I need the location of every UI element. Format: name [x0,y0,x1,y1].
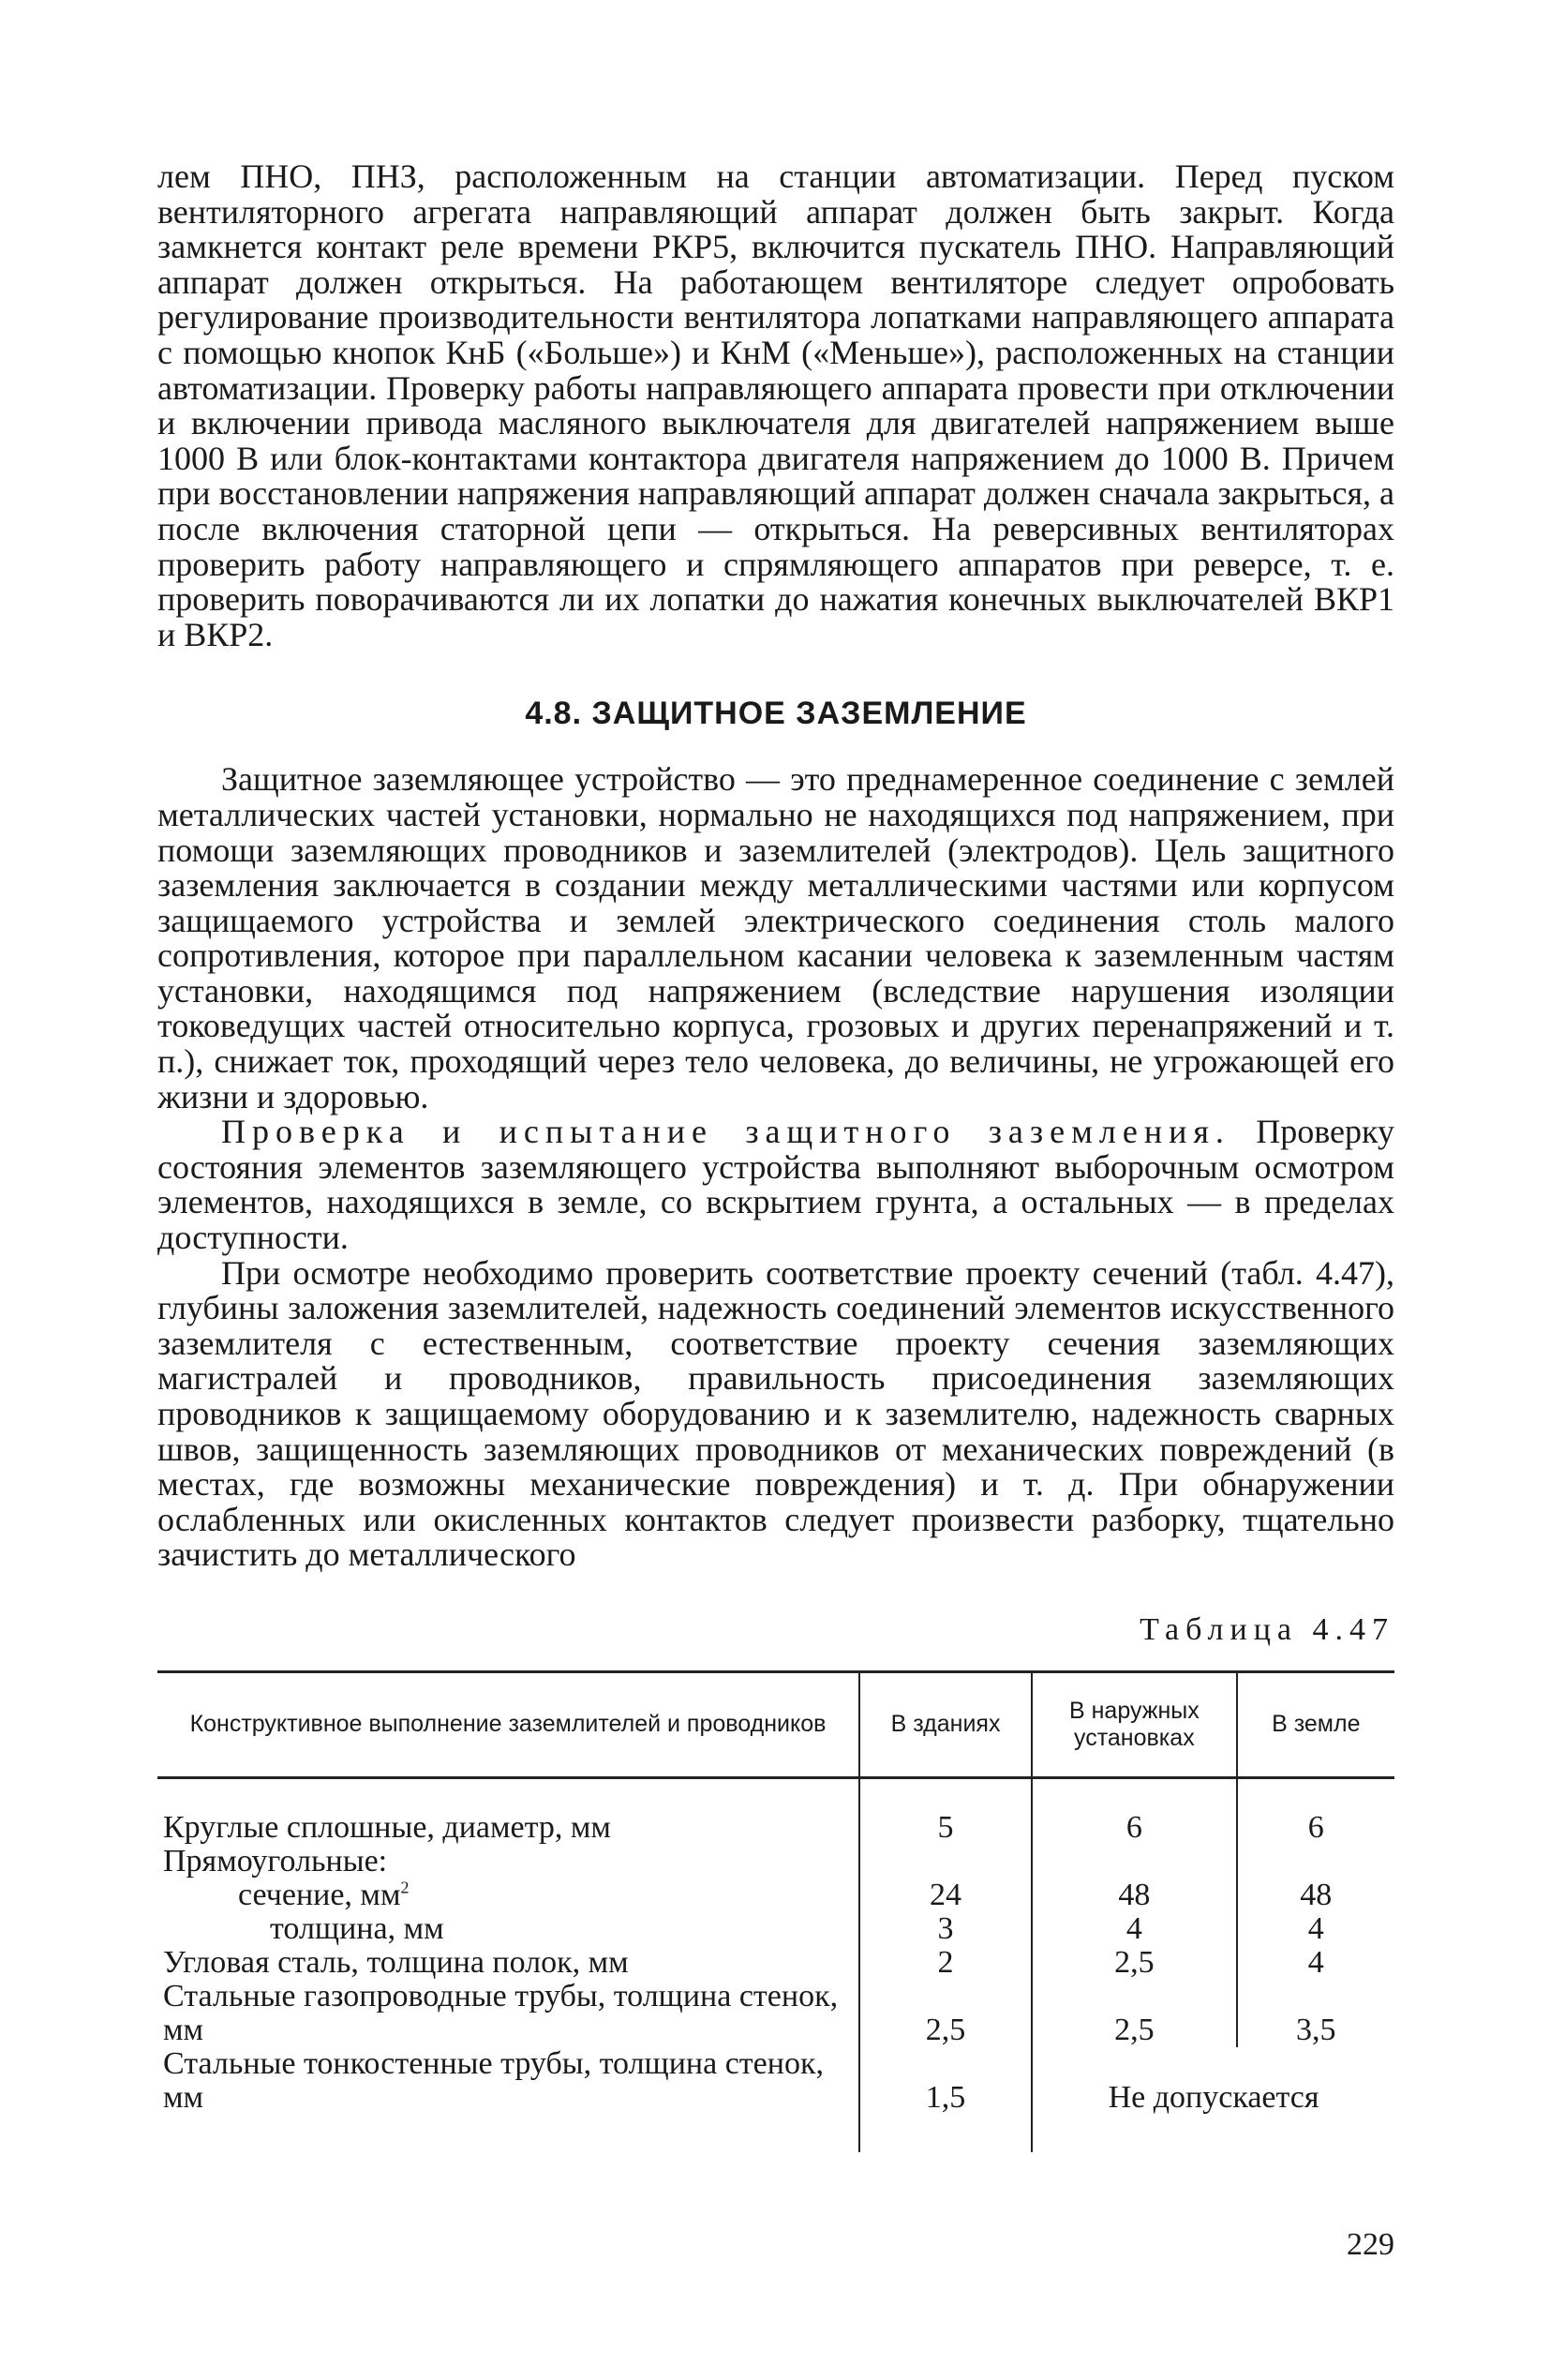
header-outdoor: В наружных установках [1032,1671,1236,1777]
row-label: сечение, $мм^2$ [238,1877,410,1912]
cell-buildings: 2,5 [859,1980,1032,2047]
cell-outdoor [1032,1845,1236,1879]
cell-buildings [859,1845,1032,1879]
cell-ground: 3,5 [1237,1980,1394,2047]
table-header-row [157,1671,1394,1777]
cell-ground [1237,1845,1394,1879]
paragraph-automation: лем ПНО, ПНЗ, расположенным на станции автоматизации. Перед пуском вентиляторного агрегата направляющий аппарат должен быть закрыт. Когда замкнется контакт реле времени РКР5, включится пускатель ПНО. Направляющий аппарат должен открыться. На работающем вентиляторе следует опробовать регулирование производительности вентилятора лопатками направляющего аппарата с помощью кнопок КнБ («Больше») и КнМ («Меньше»), расположенных на станции автоматизации. Проверку работы направляющего аппарата провести при отключении и включении привода масляного выключателя для двигателей напряжением выше 1000 В или блок-контактами контактора двигателя напряжением до 1000 В. Причем при восстановлении напряжения направляющий аппарат должен сначала закрыться, а после включения статорной цепи — открыться. На реверсивных вентиляторах проверить работу направляющего и спрямляющего аппаратов при реверсе, т. е. проверить поворачиваются ли их лопатки до нажатия конечных выключателей ВКР1 и ВКР2. [157,157,1394,653]
header-buildings: В зданиях [859,1671,1032,1777]
row-label: толщина, мм [270,1910,444,1946]
paragraph-examination: При осмотре необходимо проверить соответствие проекту сечений (табл. 4.47), глубины заложения заземлителей, надежность соединений элементов искусственного заземлителя с естественным, соответствие проекту сечения заземляющих магистралей и проводников, правильность присоединения заземляющих проводников к защищаемому оборудованию и к заземлителю, надежность сварных швов, защищенность заземляющих проводников от механических повреждений (в местах, где возможны механические повреждения) и т. д. При обнаружении ослабленных или окисленных контактов следует произвести разборку, тщательно зачистить до металлического [157,1253,1394,1574]
table-row [157,1912,1394,1946]
page-number: 229 [1347,2227,1394,2262]
header-construction: Конструктивное выполнение заземлителей и проводников [157,1671,859,1777]
row-label: Прямоугольные: [163,1843,388,1879]
cell-outdoor: 2,5 [1032,1980,1236,2047]
table-row [157,2047,1394,2120]
cell-outdoor: 4 [1032,1912,1236,1946]
table-row [157,1946,1394,1980]
section-heading: 4.8. ЗАЩИТНОЕ ЗАЗЕМЛЕНИЕ [525,696,1027,732]
cell-outdoor: 6 [1032,1811,1236,1845]
table-row [157,1811,1394,1845]
cell-ground: 4 [1237,1946,1394,1980]
row-label: Стальные тонкостенные трубы, толщина стенок, мм [163,2045,824,2115]
inspection-text: Проверку состояния элементов заземляющего устройства выполняют выборочным осмотром элементов, находящихся в земле, со вскрытием грунта, а остальных — в пределах доступности. [157,1113,1395,1257]
table-row [157,1879,1394,1912]
row-label: Стальные газопроводные трубы, толщина стенок, мм [163,1978,839,2047]
cell-ground: 6 [1237,1811,1394,1845]
table-row [157,1980,1394,2047]
row-label: Круглые сплошные, диаметр, мм [163,1809,611,1845]
table-row [157,1845,1394,1879]
cell-buildings: 24 [859,1879,1032,1912]
superscript-mark: 2 [400,1878,410,1897]
paragraph-inspection [157,1115,1394,1255]
table-caption: Таблица 4.47 [1140,1611,1394,1647]
cell-ground: 4 [1237,1912,1394,1946]
row-label: Угловая сталь, толщина полок, мм [163,1944,629,1980]
table-spacer-row [157,1777,1394,1811]
cell-outdoor: 48 [1032,1879,1236,1912]
cell-buildings: 3 [859,1912,1032,1946]
cell-outdoor: 2,5 [1032,1946,1236,1980]
grounding-table [157,1670,1394,2152]
header-ground: В земле [1237,1671,1394,1777]
cell-ground: 48 [1237,1879,1394,1912]
table-spacer-row [157,2120,1394,2152]
paragraph-definition: Защитное заземляющее устройство — это преднамеренное соединение с землей металлических частей установки, нормально не находящихся под напряжением, при помощи заземляющих проводников и заземлителей (электродов). Цель защитного заземления заключается в создании между металлическими частями или корпусом защищаемого устройства и землей электрического соединения столь малого сопротивления, которое при параллельном касании человека к заземленным частям установки, находящимся под напряжением (вследствие нарушения изоляции токоведущих частей относительно корпуса, грозовых и других перенапряжений и т. п.), снижает ток, проходящий через тело человека, до величины, не угрожающей его жизни и здоровью. [157,760,1394,1115]
cell-merged-not-allowed: Не допускается [1032,2047,1394,2120]
page-content [157,159,1394,2152]
cell-buildings: 5 [859,1811,1032,1845]
inspection-title: Проверка и испытание защитного заземления. [221,1113,1230,1151]
cell-buildings: 1,5 [859,2047,1032,2120]
cell-buildings: 2 [859,1946,1032,1980]
